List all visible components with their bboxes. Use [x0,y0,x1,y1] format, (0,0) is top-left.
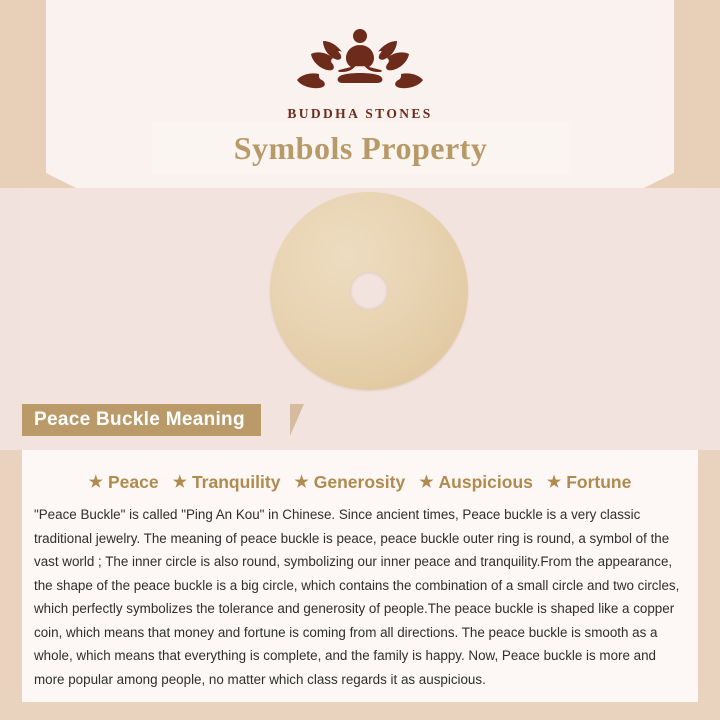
page-title-text: Symbols Property [233,129,488,166]
center-hole-icon [350,272,388,310]
keyword-label: Tranquility [191,472,281,492]
page-title [152,122,569,174]
keyword-item [173,472,281,493]
keyword-item [294,472,405,493]
lotus-meditation-icon [0,22,720,100]
star-icon: ★ [419,473,434,491]
keyword-label: Peace [107,472,159,492]
description-text: "Peace Buckle" is called "Ping An Kou" in Chinese. Since ancient times, Peace buckle is a very classic traditional jewelry. The meaning of peace buckle is peace, peace buckle outer ring is round, a symbol of the vast world ; The inner circle is also round, symbolizing our inner peace and tranquility.From the appearance, the shape of the peace buckle is a big circle, which contains the combination of a small circle and two circles, which perfectly symbolizes the tolerance and generosity of people.The peace buckle is shaped like a copper coin, which means that money and fortune is coming from all directions. The peace buckle is smooth as a whole, which means that everything is complete, and the family is happy. Now, Peace buckle is more and more popular among people, no matter which class regards it as auspicious. [34,507,680,687]
keyword-item [419,472,533,493]
keyword-label: Generosity [313,472,406,492]
keyword-item [89,472,159,493]
keyword-item [547,472,631,493]
brand-logo [0,22,720,122]
star-icon: ★ [172,473,187,491]
section-label [22,404,261,436]
keyword-label: Fortune [566,472,632,492]
star-icon: ★ [88,473,103,491]
brand-name: BUDDHA STONES [287,106,433,121]
star-icon: ★ [546,473,562,491]
keyword-list [22,472,698,493]
star-icon: ★ [294,473,309,491]
section-label-text: Peace Buckle Meaning [34,409,245,430]
keyword-label: Auspicious [438,472,533,492]
peace-buckle-disc [270,192,468,390]
